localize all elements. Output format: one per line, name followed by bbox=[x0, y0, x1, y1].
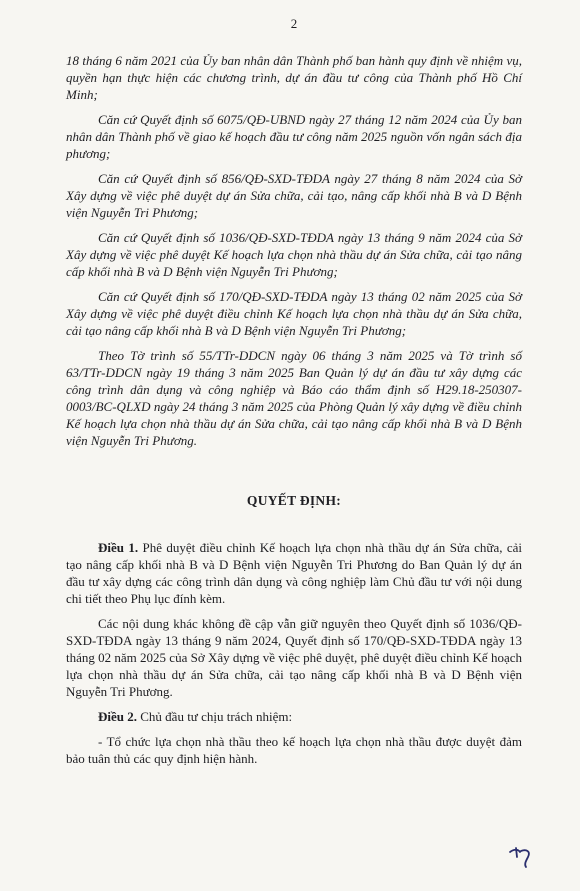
legal-basis-paragraph: Căn cứ Quyết định số 1036/QĐ-SXD-TĐDA ngày 13 tháng 9 năm 2024 của Sở Xây dựng về việc phê duyệt Kế hoạch lựa chọn nhà thầu dự án Sửa chữa, cải tạo nâng cấp khối nhà B và D Bệnh viện Nguyễn Tri Phương; bbox=[66, 230, 522, 279]
legal-basis-section bbox=[66, 52, 522, 449]
initials-mark-icon bbox=[506, 843, 536, 869]
article-2 bbox=[66, 708, 522, 725]
legal-basis-paragraph: Theo Tờ trình số 55/TTr-DDCN ngày 06 tháng 3 năm 2025 và Tờ trình số 63/TTr-DDCN ngày 19 tháng 3 năm 2025 Ban Quản lý dự án đầu tư xây dựng các công trình dân dụng và công nghiệp và Báo cáo thẩm định số H29.18-250307-0003/BC-QLXD ngày 24 tháng 3 năm 2025 của Phòng Quản lý xây dựng về điều chỉnh Kế hoạch lựa chọn nhà thầu dự án Sửa chữa, cải tạo nâng cấp khối nhà B và D Bệnh viện Nguyễn Tri Phương. bbox=[66, 348, 522, 448]
article-1-label: Điều 1. bbox=[98, 540, 139, 555]
legal-basis-paragraph: Căn cứ Quyết định số 856/QĐ-SXD-TĐDA ngày 27 tháng 8 năm 2024 của Sở Xây dựng về việc phê duyệt dự án Sửa chữa, cải tạo, nâng cấp khối nhà B và D Bệnh viện Nguyễn Tri Phương; bbox=[66, 171, 522, 220]
article-1-note: Các nội dung khác không đề cập vẫn giữ nguyên theo Quyết định số 1036/QĐ-SXD-TĐDA ngày 13 tháng 9 năm 2024, Quyết định số 170/QĐ-SXD-TĐDA ngày 13 tháng 02 năm 2025 của Sở Xây dựng về việc phê duyệt, phê duyệt điều chỉnh Kế hoạch lựa chọn nhà thầu dự án Sửa chữa, cải tạo nâng cấp khối nhà B và D Bệnh viện Nguyễn Tri Phương. bbox=[66, 616, 522, 699]
legal-basis-paragraph: Căn cứ Quyết định số 170/QĐ-SXD-TĐDA ngày 13 tháng 02 năm 2025 của Sở Xây dựng về việc phê duyệt điều chỉnh Kế hoạch lựa chọn nhà thầu dự án Sửa chữa, cải tạo nâng cấp khối nhà B và D Bệnh viện Nguyễn Tri Phương; bbox=[66, 289, 522, 338]
article-2-item: - Tổ chức lựa chọn nhà thầu theo kế hoạch lựa chọn nhà thầu được duyệt đảm bảo tuân thủ các quy định hiện hành. bbox=[66, 734, 522, 766]
article-1 bbox=[66, 539, 522, 607]
article-1-text: Phê duyệt điều chỉnh Kế hoạch lựa chọn nhà thầu dự án Sửa chữa, cải tạo nâng cấp khối nhà B và D Bệnh viện Nguyễn Tri Phương do Ban Quản lý dự án đầu tư xây dựng các công trình dân dụng và công nghiệp làm Chủ đầu tư với nội dung chi tiết theo Phụ lục đính kèm. bbox=[66, 540, 522, 606]
article-2-text: Chủ đầu tư chịu trách nhiệm: bbox=[137, 709, 293, 724]
decision-heading: QUYẾT ĐỊNH: bbox=[246, 493, 342, 508]
article-2-label: Điều 2. bbox=[98, 709, 137, 724]
legal-basis-paragraph: 18 tháng 6 năm 2021 của Ủy ban nhân dân Thành phố ban hành quy định về nhiệm vụ, quyền hạn thực hiện các chương trình, dự án đầu tư công của Thành phố Hồ Chí Minh; bbox=[66, 53, 522, 102]
decision-body bbox=[66, 539, 522, 767]
legal-basis-paragraph: Căn cứ Quyết định số 6075/QĐ-UBND ngày 27 tháng 12 năm 2024 của Ủy ban nhân dân Thành phố về giao kế hoạch đầu tư công năm 2025 nguồn vốn ngân sách địa phương; bbox=[66, 112, 522, 161]
page-number: 2 bbox=[290, 16, 298, 31]
